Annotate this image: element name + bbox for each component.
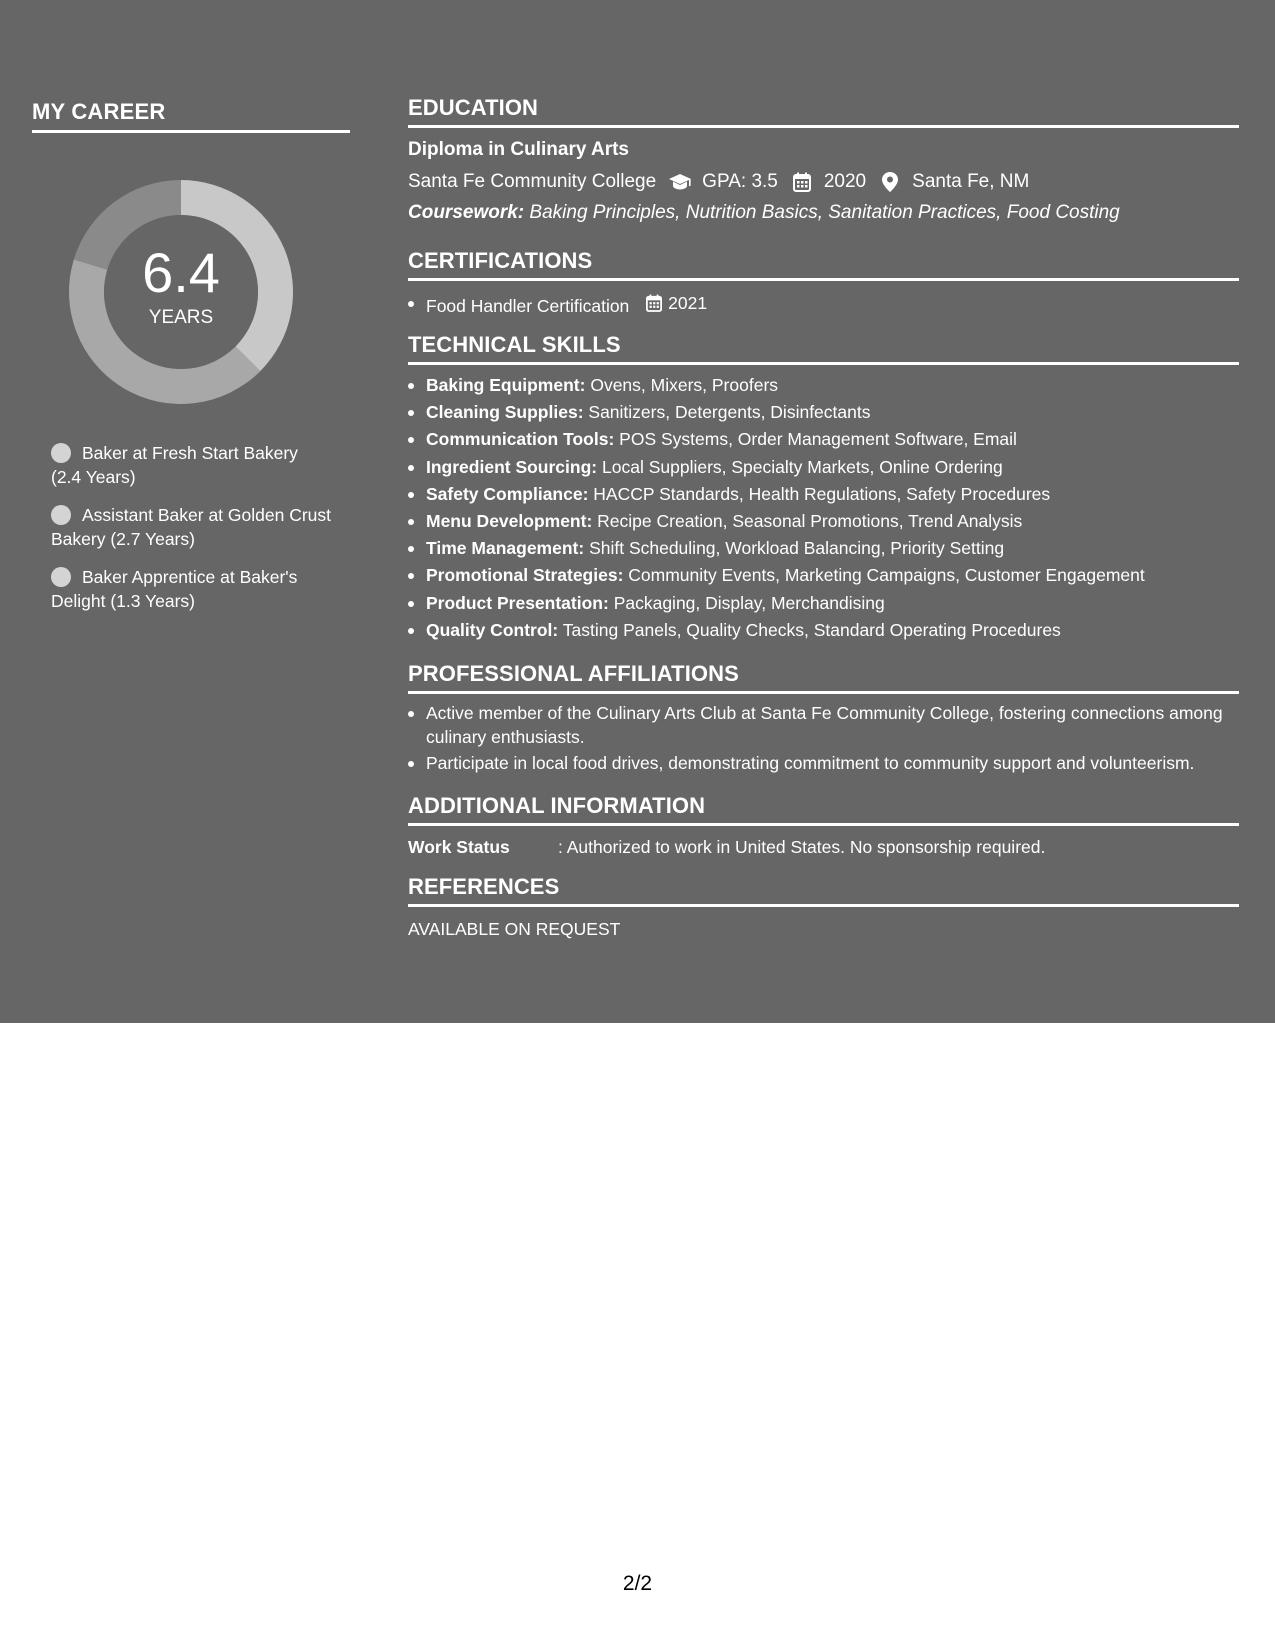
skill-value: Shift Scheduling, Workload Balancing, Priority Setting xyxy=(589,538,1005,559)
skill-value: Ovens, Mixers, Proofers xyxy=(590,375,779,395)
references-text: AVAILABLE ON REQUEST xyxy=(408,919,621,940)
skills-list xyxy=(408,372,1239,644)
skill-label: Safety Compliance: xyxy=(426,483,589,504)
career-item-label: Baker at Fresh Start Bakery (2.4 Years) xyxy=(51,443,298,487)
skill-item xyxy=(408,426,1239,453)
skill-label: Communication Tools: xyxy=(426,429,615,450)
skill-label: Baking Equipment: xyxy=(426,375,586,395)
certifications-list xyxy=(408,291,1239,318)
additional-info-heading: ADDITIONAL INFORMATION xyxy=(408,793,706,819)
coursework-label: Coursework: xyxy=(408,202,525,223)
career-dot-icon xyxy=(51,567,71,587)
coursework-list: Baking Principles, Nutrition Basics, Sanitation Practices, Food Costing xyxy=(529,202,1120,223)
career-heading: MY CAREER xyxy=(32,99,166,124)
skills-heading: TECHNICAL SKILLS xyxy=(408,332,621,357)
page-number: 2/2 xyxy=(622,1572,653,1595)
affiliation-item: Active member of the Culinary Arts Club at Santa Fe Community College, fostering connections among culinary enthusiasts. xyxy=(408,701,1239,749)
skill-item xyxy=(408,562,1239,589)
skill-value: Sanitizers, Detergents, Disinfectants xyxy=(588,402,871,423)
certification-name: Food Handler Certification xyxy=(426,296,630,316)
references-section xyxy=(408,873,1239,941)
career-item xyxy=(51,503,331,551)
skill-item xyxy=(408,399,1239,426)
skill-label: Ingredient Sourcing: xyxy=(426,456,598,477)
skill-label: Quality Control: xyxy=(426,619,559,640)
skill-item xyxy=(408,590,1239,617)
additional-info-section xyxy=(408,792,1239,859)
education-section xyxy=(408,94,1239,225)
graduation-year: 2020 xyxy=(823,171,867,192)
skills-rule xyxy=(408,362,1239,365)
certifications-heading: CERTIFICATIONS xyxy=(408,248,593,273)
work-status-row xyxy=(408,835,1239,859)
career-list xyxy=(51,441,331,613)
skill-label: Time Management: xyxy=(426,538,585,559)
skill-label: Menu Development: xyxy=(426,511,593,532)
calendar-icon xyxy=(646,294,664,312)
location-pin-icon xyxy=(878,172,902,192)
affiliations-rule xyxy=(408,691,1239,694)
affiliations-section xyxy=(408,660,1239,775)
skill-value: HACCP Standards, Health Regulations, Safety Procedures xyxy=(593,483,1051,504)
school-name: Santa Fe Community College xyxy=(408,171,657,192)
skill-item xyxy=(408,508,1239,535)
gpa-value: GPA: 3.5 xyxy=(702,171,778,192)
career-dot-icon xyxy=(51,505,71,525)
additional-info-rule xyxy=(408,823,1239,826)
skill-item xyxy=(408,372,1239,399)
skill-value: Tasting Panels, Quality Checks, Standard Operating Procedures xyxy=(562,619,1061,640)
affiliations-heading: PROFESSIONAL AFFILIATIONS xyxy=(408,661,739,687)
calendar-icon xyxy=(790,172,814,192)
skill-item xyxy=(408,481,1239,508)
career-heading-rule xyxy=(32,130,350,133)
certification-date xyxy=(646,291,707,315)
affiliation-item: Participate in local food drives, demonstrating commitment to community support and volunteerism. xyxy=(408,751,1239,775)
career-item xyxy=(51,565,331,613)
total-years-value: 6.4 xyxy=(142,241,220,304)
career-item-label: Assistant Baker at Golden Crust Bakery (2.7 Years) xyxy=(51,505,331,549)
skill-label: Product Presentation: xyxy=(426,592,609,613)
skill-value: Community Events, Marketing Campaigns, Customer Engagement xyxy=(628,565,1145,586)
skill-item xyxy=(408,535,1239,562)
main-column xyxy=(408,94,1239,941)
skill-value: Local Suppliers, Specialty Markets, Online Ordering xyxy=(602,456,1003,477)
career-item-label: Baker Apprentice at Baker's Delight (1.3 Years) xyxy=(51,567,298,611)
career-donut-chart xyxy=(66,177,296,407)
skill-value: POS Systems, Order Management Software, Email xyxy=(619,429,1017,450)
graduation-cap-icon xyxy=(668,172,692,192)
education-heading: EDUCATION xyxy=(408,95,539,120)
donut-center xyxy=(66,177,296,407)
certifications-rule xyxy=(408,278,1239,281)
certification-item xyxy=(408,291,1239,318)
skill-item xyxy=(408,617,1239,644)
affiliations-list xyxy=(408,701,1239,775)
certification-year: 2021 xyxy=(668,293,708,313)
school-location: Santa Fe, NM xyxy=(912,171,1030,192)
total-years-unit: YEARS xyxy=(148,307,214,328)
career-item xyxy=(51,441,331,489)
career-column xyxy=(32,98,350,627)
skill-label: Promotional Strategies: xyxy=(426,565,624,586)
skill-label: Cleaning Supplies: xyxy=(426,402,584,423)
work-status-value: : Authorized to work in United States. No sponsorship required. xyxy=(558,837,1046,858)
skill-value: Recipe Creation, Seasonal Promotions, Trend Analysis xyxy=(597,511,1023,532)
references-rule xyxy=(408,904,1239,907)
degree-title: Diploma in Culinary Arts xyxy=(408,139,629,160)
education-details xyxy=(408,170,1239,194)
skill-item xyxy=(408,454,1239,481)
work-status-label: Work Status xyxy=(408,837,510,858)
education-rule xyxy=(408,125,1239,128)
certifications-section xyxy=(408,247,1239,318)
skills-section xyxy=(408,331,1239,644)
career-dot-icon xyxy=(51,443,71,463)
references-heading: REFERENCES xyxy=(408,874,560,900)
skill-value: Packaging, Display, Merchandising xyxy=(613,592,885,613)
coursework xyxy=(408,201,1239,225)
